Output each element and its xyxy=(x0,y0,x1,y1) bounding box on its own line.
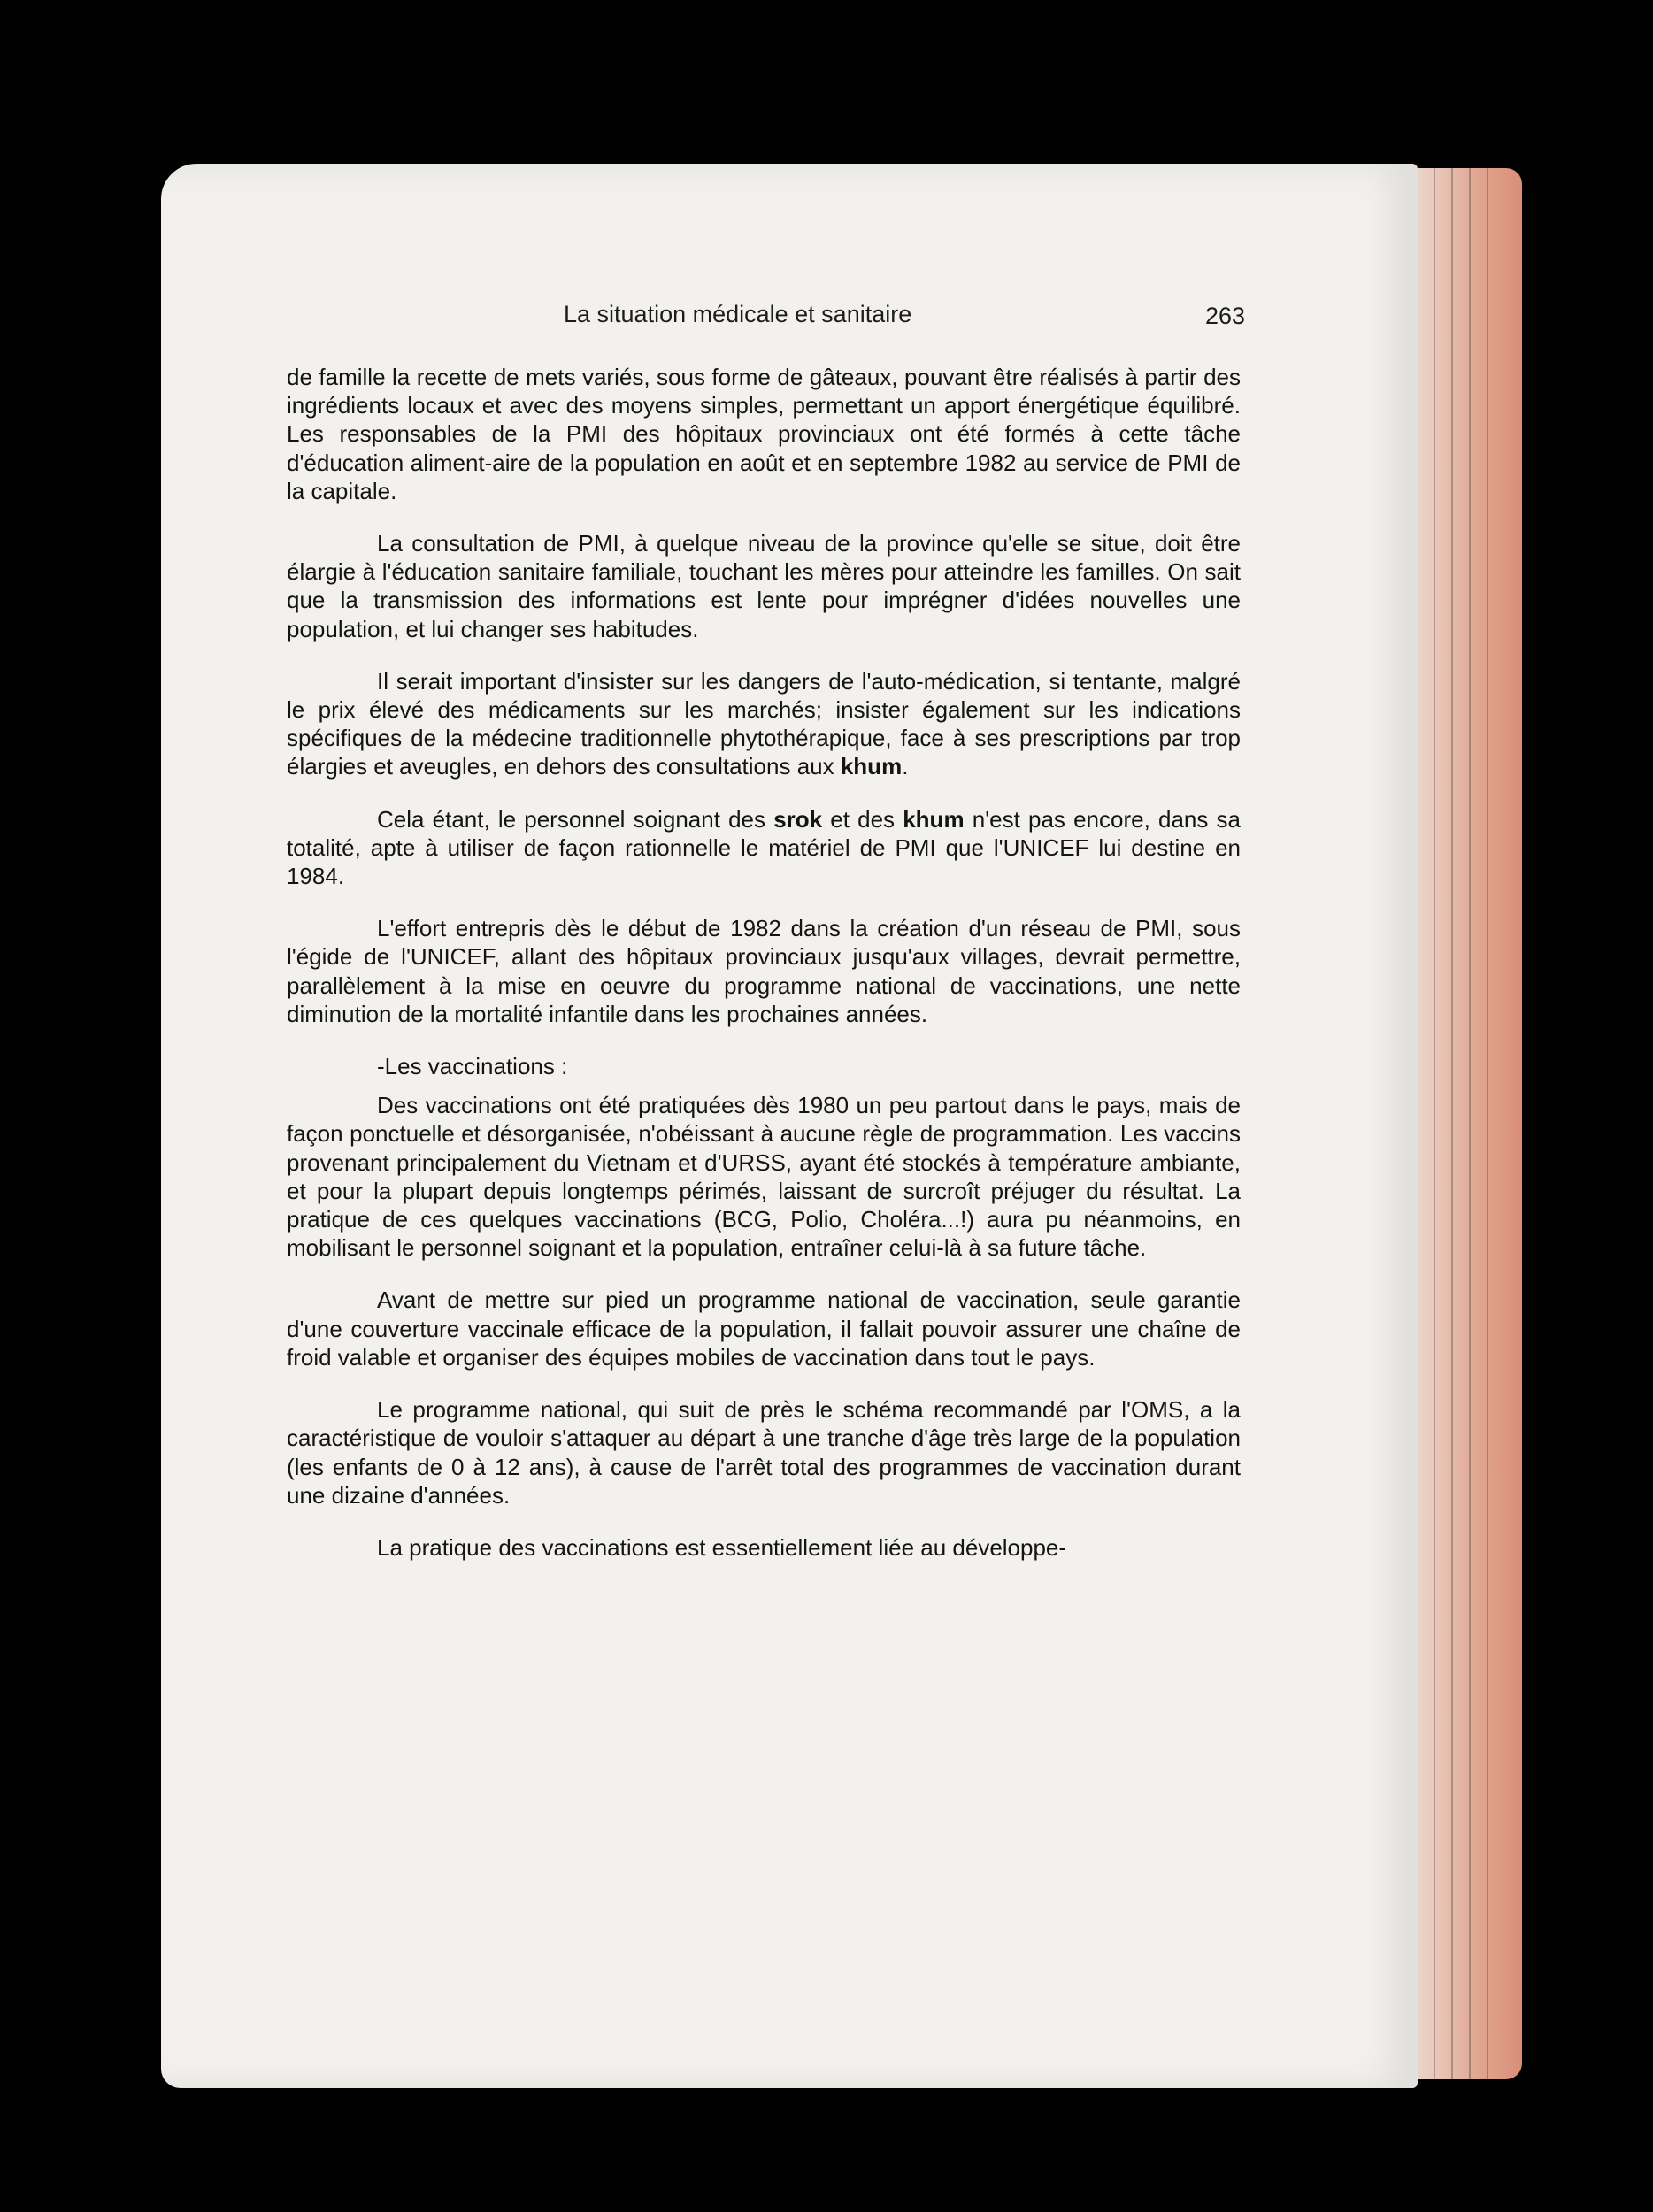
paragraph-8: Le programme national, qui suit de près le schéma recommandé par l'OMS, a la caractéristique de vouloir s'attaquer au départ à une tranche d'âge très large de la population (les enfants de 0 à 12 ans), à cause de l'arrêt total des programmes de vaccination durant une dizaine d'années. xyxy=(287,1396,1241,1509)
paragraph-2: La consultation de PMI, à quelque niveau de la province qu'elle se situe, doit être élargie à l'éducation sanitaire familiale, touchant les mères pour atteindre les familles. On sait que la transmission des informations est lente pour imprégner d'idées nouvelles une population, et lui changer ses habitudes. xyxy=(287,530,1241,642)
paragraph-6: Des vaccinations ont été pratiquées dès 1980 un peu partout dans le pays, mais de façon ponctuelle et désorganisée, n'obéissant à aucune règle de programmation. Les vaccins provenant principalement du Vietnam et d'URSS, ayant été stockés à température ambiante, et pour la plupart depuis longtemps périmés, laissant de surcroît préjuger du résultat. La pratique de ces quelques vaccinations (BCG, Polio, Choléra...!) aura pu néanmoins, en mobilisant le personnel soignant et la population, entraîner celui-là à sa future tâche. xyxy=(287,1092,1241,1262)
paragraph-9: La pratique des vaccinations est essentiellement liée au développe- xyxy=(377,1533,1067,1561)
paragraph-5: L'effort entrepris dès le début de 1982 dans la création d'un réseau de PMI, sous l'égide de l'UNICEF, allant des hôpitaux provinciaux jusqu'aux villages, devrait permettre, parallèlement à la mise en oeuvre du programme national de vaccinations, une nette diminution de la mortalité infantile dans les prochaines années. xyxy=(287,915,1241,1027)
page-number: 263 xyxy=(1205,303,1246,329)
term-khum: khum xyxy=(903,805,965,833)
header-title: La situation médicale et sanitaire xyxy=(564,301,912,327)
paragraph-3: Il serait important d'insister sur les dangers de l'auto-médication, si tentante, malgré le prix élevé des médicaments sur les marchés; insister également sur les indications spécifiques de la médecine traditionnelle phytothérapique, face à ses prescriptions par trop élargies et aveugles, en dehors des consultations aux khum. xyxy=(287,667,1241,780)
section-heading-vaccinations: -Les vaccinations : xyxy=(377,1053,568,1080)
paragraph-7: Avant de mettre sur pied un programme national de vaccination, seule garantie d'une couverture vaccinale efficace de la population, il fallait pouvoir assurer une chaîne de froid valable et organiser des équipes mobiles de vaccination dans tout le pays. xyxy=(287,1286,1241,1371)
paragraph-1: de famille la recette de mets variés, sous forme de gâteaux, pouvant être réalisés à partir des ingrédients locaux et avec des moyens simples, permettant un apport énergétique équilibré. Les responsables de la PMI des hôpitaux provinciaux ont été formés à cette tâche d'éducation aliment-aire de la population en août et en septembre 1982 au service de PMI de la capitale. xyxy=(287,364,1241,504)
book-page xyxy=(161,164,1418,2088)
body-text xyxy=(287,363,1241,1562)
paragraph-4: Cela étant, le personnel soignant des srok et des khum n'est pas encore, dans sa totalité, apte à utiliser de façon rationnelle le matériel de PMI que l'UNICEF lui destine en 1984. xyxy=(287,805,1241,890)
term-srok: srok xyxy=(773,805,823,833)
term-khum: khum xyxy=(840,753,903,780)
running-header xyxy=(161,301,1418,336)
